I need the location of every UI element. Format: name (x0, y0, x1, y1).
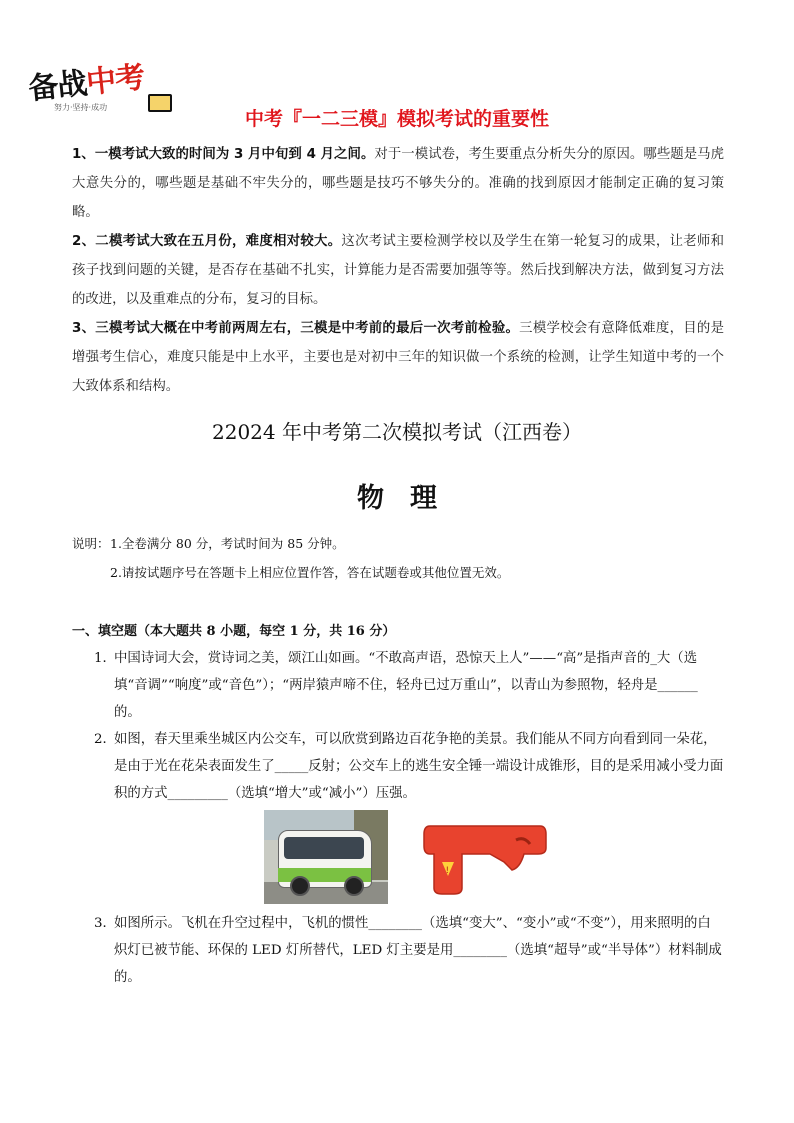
note-1: 1.全卷满分 80 分，考试时间为 85 分钟。 (110, 536, 345, 551)
safety-hammer-image (420, 818, 550, 898)
exam-title: 22024 年中考第二次模拟考试（江西卷） (212, 420, 582, 444)
note-label: 说明： (72, 536, 110, 551)
ad-title: 中考『一二三模』模拟考试的重要性 (244, 108, 549, 130)
question-number: 2． (94, 732, 116, 747)
question-text: 如图，春天里乘坐城区内公交车，可以欣赏到路边百花争艳的美景。我们能从不同方向看到同一朵花，是由于光在花朵表面发生了_____反射；公交车上的逃生安全锤一端设计成锥形，目的是采用减小受力面积的方式_________（选填“增大”或“减小”）压强。 (114, 732, 724, 801)
ad-paragraph-1: 1、一模考试大致的时间为 3 月中旬到 4 月之间。对于一模试卷，考生要重点分析失分的原因。哪些题是马虎大意失分的，哪些题是基础不牢失分的，哪些题是技巧不够失分的。准确的找到原因才能制定正确的复习策略。 (72, 147, 724, 220)
note-2: 2.请按试题序号在答题卡上相应位置作答，答在试题卷或其他位置无效。 (110, 565, 510, 580)
ad-paragraph-3: 3、三模考试大概在中考前两周左右，三模是中考前的最后一次考前检验。三模学校会有意降低难度，目的是增强考生信心，难度只能是中上水平，主要也是对初中三年的知识做一个系统的检测，让学生知道中考的一个大致体系和结构。 (72, 321, 724, 394)
bus-image (264, 810, 388, 904)
ad-paragraph-2: 2、二模考试大致在五月份，难度相对较大。这次考试主要检测学校以及学生在第一轮复习的成果，让老师和孩子找到问题的关键，是否存在基础不扎实，计算能力是否需要加强等等。然后找到解决方法，做到复习方法的改进，以及重难点的分布，复习的目标。 (72, 234, 724, 307)
svg-text:!: ! (445, 866, 450, 876)
logo-mark: 备战中考 (26, 60, 146, 107)
question-number: 3． (94, 916, 116, 931)
subject-title: 物理 (357, 483, 463, 514)
logo-tagline: 努力·坚持·成功 (54, 103, 108, 112)
question-text: 如图所示。飞机在升空过程中，飞机的惯性________（选填“变大”、“变小”或“不变”），用来照明的白炽灯已被节能、环保的 LED 灯所替代，LED 灯主要是用________（选填“超导”或“半导体”）材料制成的。 (114, 916, 722, 985)
question-3 (94, 910, 724, 991)
section-title: 一、填空题（本大题共 8 小题，每空 1 分，共 16 分） (72, 624, 396, 639)
question-1 (94, 645, 724, 726)
question-text: 中国诗词大会，赏诗词之美，颂江山如画。“不敢高声语，恐惊天上人”——“高”是指声音的_大（选填“音调”“响度”或“音色”）；“两岸猿声啼不住，轻舟已过万重山”，以青山为参照物，轻舟是______的。 (114, 651, 698, 720)
question-2 (94, 726, 724, 807)
question-number: 1． (94, 651, 116, 666)
